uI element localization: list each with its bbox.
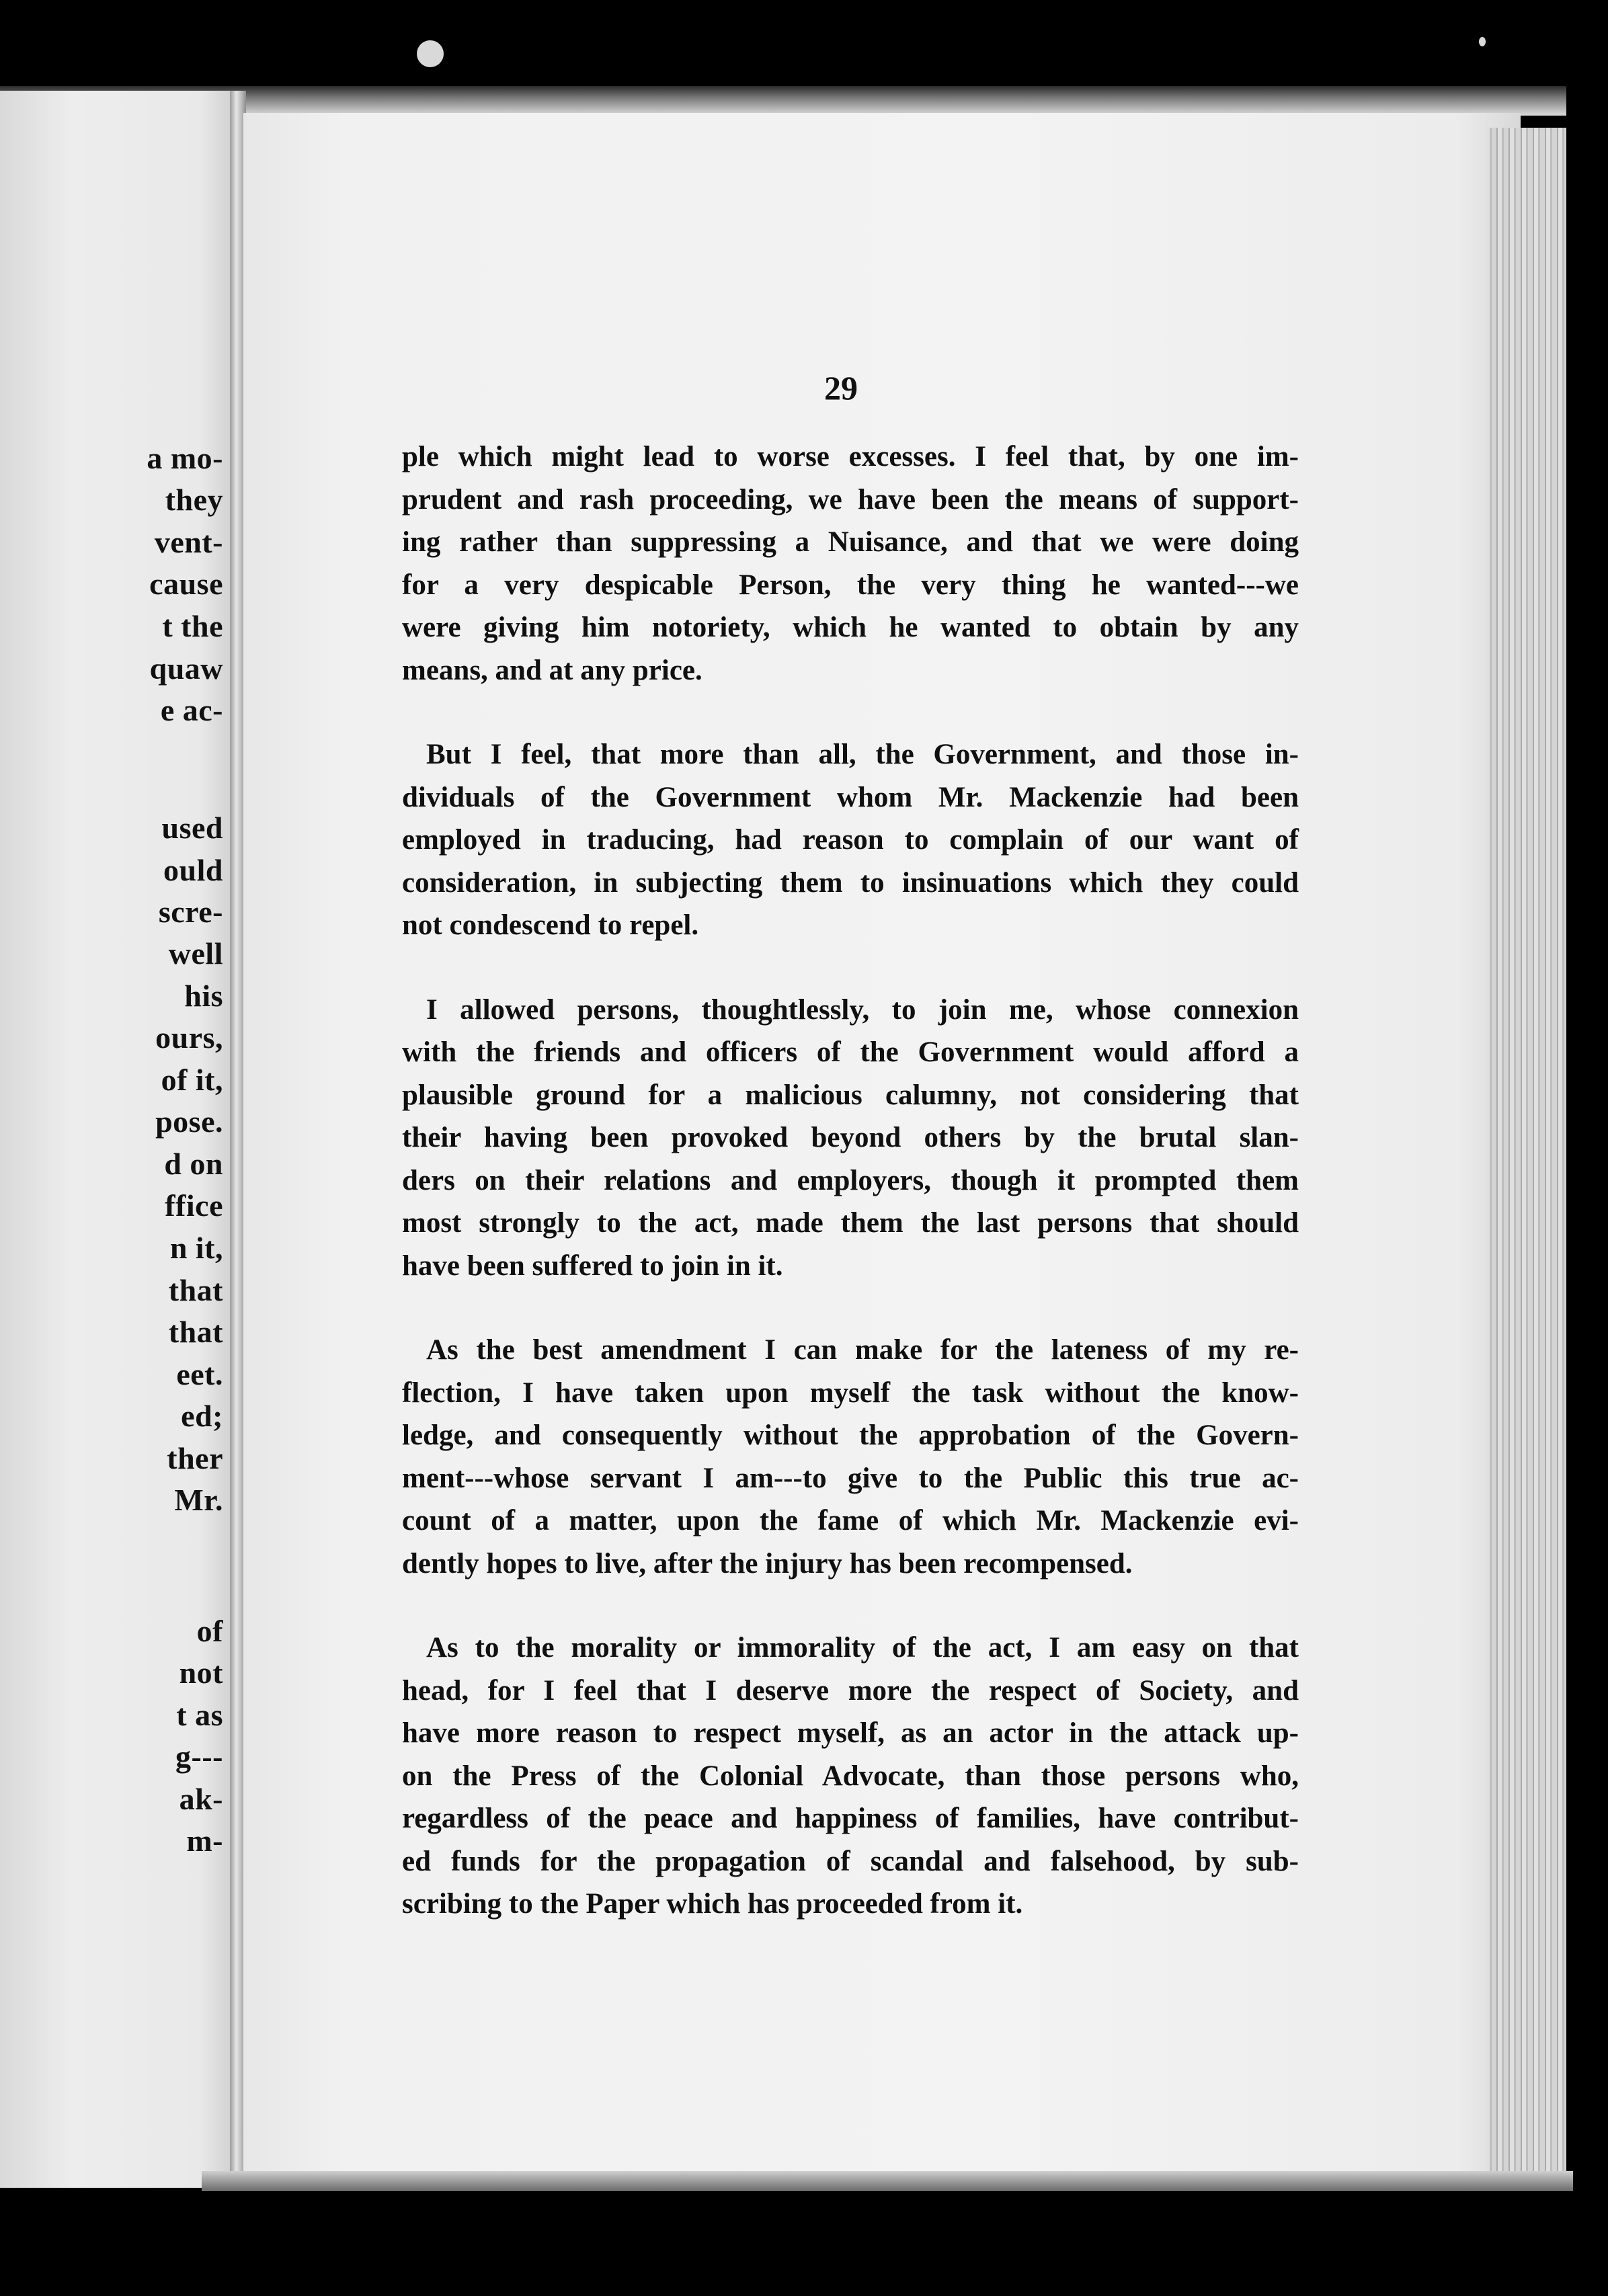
body-text (402, 436, 1299, 1967)
paragraph (402, 989, 1299, 1288)
left-page-fragment: cause (149, 567, 223, 601)
text-line: have more reason to respect myself, as an actor in the attack up- (402, 1717, 1299, 1749)
dust-speck (417, 40, 444, 67)
text-line: plausible ground for a malicious calumny, not considering that (402, 1079, 1299, 1111)
left-page-fragment: g--- (175, 1739, 223, 1774)
text-line: regardless of the peace and happiness of families, have contribut- (402, 1803, 1299, 1834)
text-line: dently hopes to live, after the injury has been recompensed. (402, 1547, 1133, 1580)
text-line: But I feel, that more than all, the Government, and those in- (426, 739, 1299, 770)
left-page-fragment: t the (162, 609, 223, 643)
dust-speck (1479, 37, 1486, 46)
text-line: their having been provoked beyond others by the brutal slan- (402, 1122, 1299, 1153)
left-page-fragment: quaw (149, 651, 223, 686)
text-line: employed in traducing, had reason to complain of our want of (402, 824, 1299, 856)
text-line: consideration, in subjecting them to insinuations which they could (402, 866, 1299, 899)
text-line: scribing to the Paper which has proceeded from it. (402, 1888, 1023, 1920)
left-page-fragment: n it, (169, 1231, 223, 1265)
left-page-fragment: not (179, 1655, 223, 1690)
text-line: ing rather than suppressing a Nuisance, and that we were doing (402, 526, 1299, 558)
text-line: most strongly to the act, made them the last persons that should (402, 1207, 1299, 1239)
left-page-fragment: well (168, 936, 223, 971)
text-line: prudent and rash proceeding, we have been the means of support- (402, 483, 1299, 516)
text-line: with the friends and officers of the Government would afford a (402, 1036, 1299, 1068)
text-line: dividuals of the Government whom Mr. Mackenzie had been (402, 781, 1299, 813)
text-line: flection, I have taken upon myself the task without the know- (402, 1377, 1299, 1409)
text-line: As to the morality or immorality of the act, I am easy on that (426, 1632, 1299, 1664)
left-page-fragment: that (168, 1273, 223, 1307)
paragraph (402, 1329, 1299, 1585)
left-page-fragment: ak- (179, 1782, 223, 1816)
left-page-fragment: ther (167, 1441, 223, 1475)
left-page-fragment: t as (176, 1698, 223, 1732)
left-page-fragment: ed; (181, 1399, 223, 1433)
left-page-fragment: ffice (165, 1188, 223, 1223)
left-page-fragment: that (168, 1315, 223, 1349)
text-line: head, for I feel that I deserve more the respect of Society, and (402, 1674, 1299, 1707)
left-page-fragment: ours, (155, 1020, 223, 1055)
left-page-fragment: of it, (161, 1063, 223, 1097)
left-page-fragment: m- (186, 1823, 223, 1858)
left-page-fragment: eet. (176, 1357, 223, 1391)
left-page-fragment: vent- (154, 525, 223, 559)
left-page-fragment: d on (164, 1147, 223, 1181)
text-line: ed funds for the propagation of scandal and falsehood, by sub- (402, 1845, 1299, 1877)
left-page-fragment: e ac- (160, 693, 223, 727)
text-line: count of a matter, upon the fame of which Mr. Mackenzie evi- (402, 1505, 1299, 1536)
text-line: ledge, and consequently without the approbation of the Govern- (402, 1420, 1299, 1451)
left-page-fragment: ould (163, 853, 223, 887)
paragraph (402, 436, 1299, 692)
left-page-fragment: of (196, 1614, 223, 1648)
text-line: on the Press of the Colonial Advocate, than those persons who, (402, 1760, 1299, 1792)
text-line: means, and at any price. (402, 654, 702, 686)
page-number: 29 (824, 369, 858, 407)
left-page-fragment: Mr. (174, 1483, 223, 1517)
bottom-page-edge (202, 2171, 1573, 2191)
left-page-fragment: they (165, 483, 223, 517)
text-line: not condescend to repel. (402, 909, 699, 941)
text-line: ple which might lead to worse excesses. I feel that, by one im- (402, 441, 1299, 473)
text-line: were giving him notoriety, which he wanted to obtain by any (402, 612, 1299, 643)
left-page-fragment: pose. (155, 1104, 223, 1139)
left-page-fragment: his (184, 979, 223, 1013)
text-line: ders on their relations and employers, though it prompted them (402, 1164, 1299, 1196)
left-page-fragment: a mo- (147, 441, 223, 475)
page-fore-edge (1486, 128, 1566, 2184)
left-page-fragment: used (161, 811, 223, 845)
paragraph (402, 733, 1299, 947)
text-line: As the best amendment I can make for the lateness of my re- (426, 1334, 1299, 1366)
text-line: have been suffered to join in it. (402, 1249, 783, 1282)
text-line: I allowed persons, thoughtlessly, to join me, whose connexion (426, 993, 1299, 1026)
text-line: for a very despicable Person, the very thing he wanted---we (402, 569, 1299, 601)
left-page-fragment: scre- (158, 895, 223, 929)
text-line: ment---whose servant I am---to give to the Public this true ac- (402, 1462, 1299, 1494)
paragraph (402, 1627, 1299, 1926)
